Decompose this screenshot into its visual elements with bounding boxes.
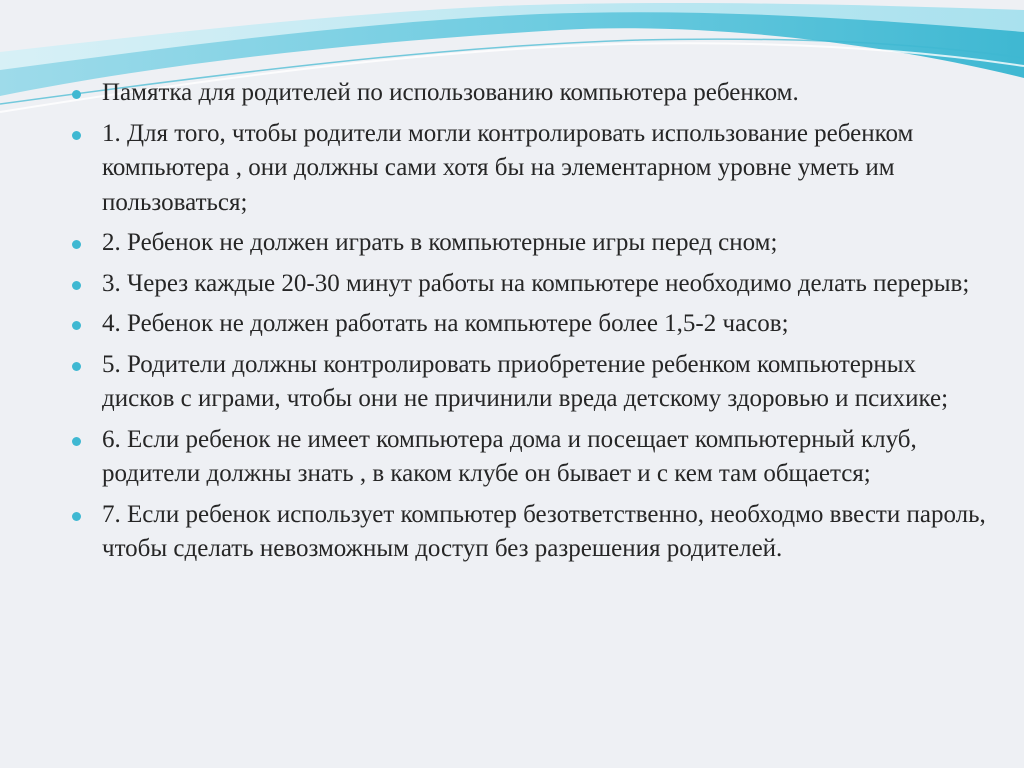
bullet-dot-icon	[72, 240, 81, 249]
bullet-text: 5. Родители должны контролировать приобретение ребенком компьютерных дисков с играми, чтобы они не причинили вреда детскому здоровью и психике;	[102, 350, 949, 412]
bullet-text: 1. Для того, чтобы родители могли контролировать использование ребенком компьютера , они должны сами хотя бы на элементарном уровне уметь им пользоваться;	[102, 119, 914, 216]
bullet-dot-icon	[72, 437, 81, 446]
bullet-dot-icon	[72, 131, 81, 140]
bullet-item-5	[72, 348, 992, 417]
bullet-dot-icon	[72, 321, 81, 330]
bullet-item-2	[72, 226, 992, 261]
bullet-item-3	[72, 267, 992, 302]
bullet-text: 6. Если ребенок не имеет компьютера дома и посещает компьютерный клуб, родители должны знать , в каком клубе он бывает и с кем там общается;	[102, 425, 917, 487]
bullet-list	[72, 76, 992, 573]
bullet-title	[72, 76, 992, 111]
bullet-item-7	[72, 498, 992, 567]
bullet-text: Памятка для родителей по использованию компьютера ребенком.	[102, 79, 799, 106]
bullet-dot-icon	[72, 281, 81, 290]
bullet-dot-icon	[72, 90, 81, 99]
bullet-item-4	[72, 307, 992, 342]
bullet-text: 7. Если ребенок использует компьютер безответственно, необходмо ввести пароль, чтобы сделать невозможным доступ без разрешения родителей.	[102, 500, 986, 562]
bullet-text: 3. Через каждые 20-30 минут работы на компьютере необходимо делать перерыв;	[102, 269, 970, 297]
bullet-dot-icon	[72, 512, 81, 521]
bullet-text: 4. Ребенок не должен работать на компьютере более 1,5-2 часов;	[102, 310, 789, 337]
bullet-dot-icon	[72, 362, 81, 371]
bullet-item-1	[72, 117, 992, 221]
bullet-item-6	[72, 423, 992, 492]
bullet-text: 2. Ребенок не должен играть в компьютерные игры перед сном;	[102, 229, 778, 256]
